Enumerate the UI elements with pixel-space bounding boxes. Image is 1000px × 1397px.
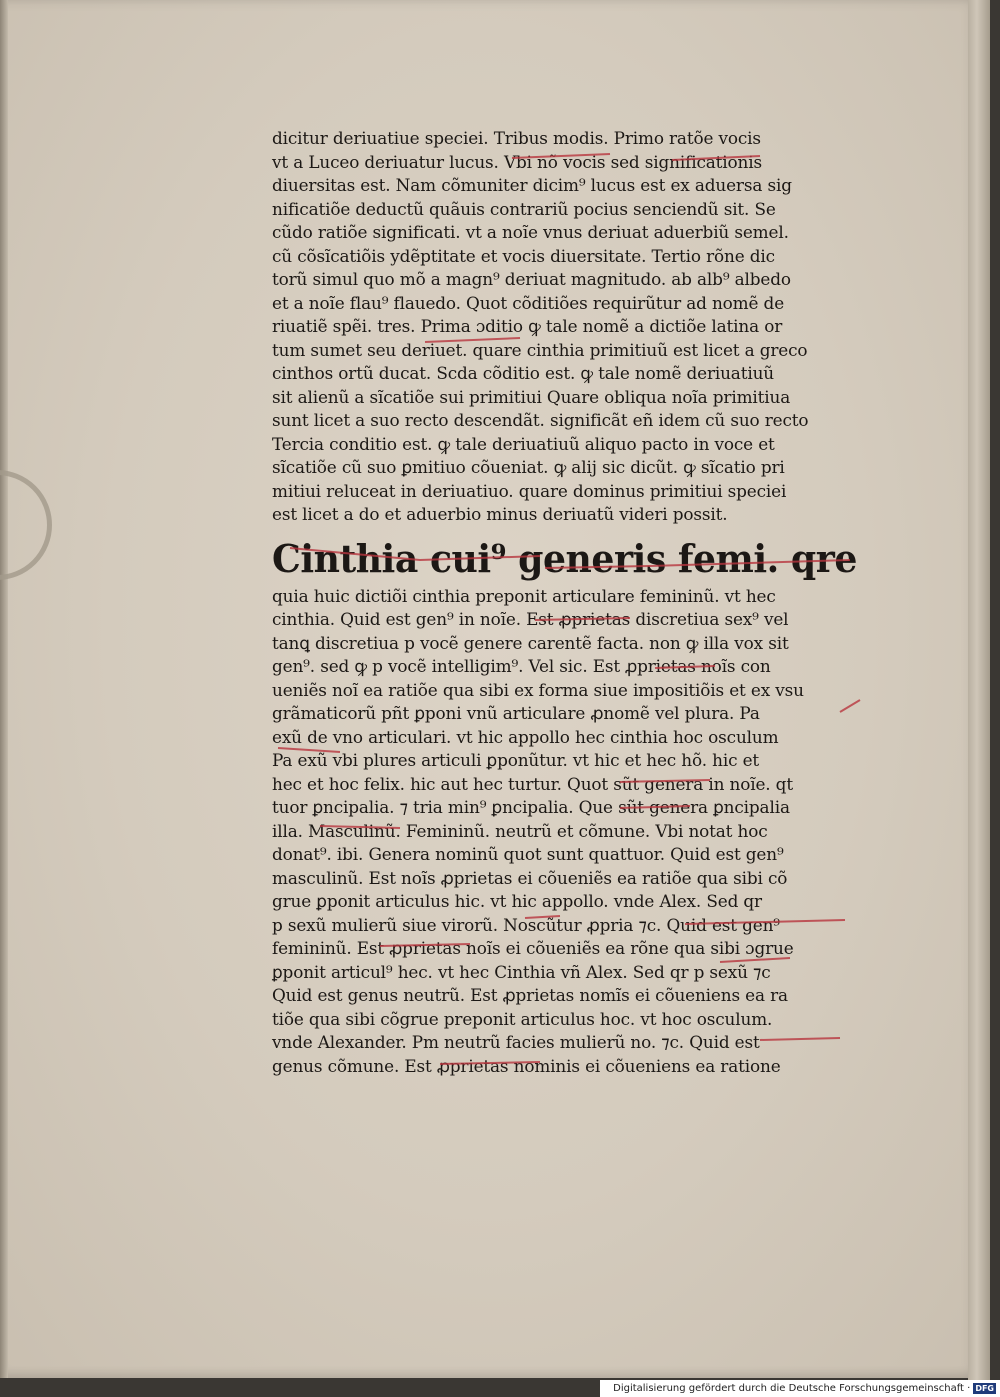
text-line: exũ de vno articulari. vt hic appollo hec cinthia hoc osculum — [272, 727, 779, 748]
text-line: sunt licet a suo recto descendãt. significãt eñ idem cũ suo recto — [272, 411, 809, 431]
text-line: hec et hoc felix. hic aut hec turtur. Quot sũt genera in noĩe. qt — [272, 774, 793, 795]
dfg-logo: DFG — [975, 1383, 994, 1393]
text-line: vnde Alexander. Pm neutrũ facies mulierũ no. ⁊c. Quid est — [272, 1033, 760, 1053]
text-line: p sexũ mulierũ siue virorũ. Noscũtur ꝓpria ⁊c. Quid est gen⁹ — [272, 915, 780, 936]
text-line: mitiui reluceat in deriuatiuo. quare dominus primitiui speciei — [272, 481, 787, 502]
text-line: tanꝗ discretiua p vocẽ genere carentẽ facta. non ꝙ illa vox sit — [272, 633, 789, 654]
text-section-after-heading — [272, 586, 862, 1080]
text-line: riuatiẽ spẽi. tres. Prima ɔditio ꝙ tale nomẽ a dictiõe latina or — [272, 317, 783, 337]
text-line: nificatiõe deductũ quãuis contrariũ pocius senciendũ sit. Se — [272, 199, 776, 220]
text-line: sit alienũ a sĩcatiõe sui primitiui Quare obliqua noĩa primitiua — [272, 387, 791, 408]
text-line: cũdo ratiõe significati. vt a noĩe vnus deriuat aduerbiũ semel. — [272, 223, 789, 243]
credit-text: Digitalisierung gefördert durch die Deutsche Forschungsgemeinschaft · — [613, 1383, 971, 1394]
text-line: genus cõmune. Est ꝓprietas nominis ei cõueniens ea ratione — [272, 1056, 781, 1077]
text-line: diuersitas est. Nam cõmuniter dicim⁹ lucus est ex aduersa sig — [272, 176, 792, 196]
text-line: cinthos ortũ ducat. Scda cõditio est. ꝙ tale nomẽ deriuatiuũ — [272, 364, 774, 384]
text-line: torũ simul quo mõ a magn⁹ deriuat magnitudo. ab alb⁹ albedo — [272, 270, 791, 290]
text-line: donat⁹. ibi. Genera nominũ quot sunt quattuor. Quid est gen⁹ — [272, 845, 784, 865]
text-line: cũ cõsĩcatiõis ydẽptitate et vocis diuersitate. Tertio rõne dic — [272, 246, 775, 267]
text-line: grãmaticorũ pñt ꝑponi vnũ articulare ꝓnomẽ vel plura. Pa — [272, 704, 760, 724]
text-line: gen⁹. sed ꝙ p vocẽ intelligim⁹. Vel sic. Est ꝓprietas noĩs con — [272, 657, 771, 677]
text-line: et a noĩe flau⁹ flauedo. Quot cõditiões requirũtur ad nomẽ de — [272, 293, 785, 314]
text-line: grue ꝑponit articulus hic. vt hic appollo. vnde Alex. Sed qr — [272, 892, 762, 912]
text-line: cinthia. Quid est gen⁹ in noĩe. Est ꝓprietas discretiua sex⁹ vel — [272, 610, 789, 630]
text-line: femininũ. Est ꝓprietas noĩs ei cõueniẽs ea rõne qua sibi ɔgrue — [272, 939, 794, 959]
text-line: sĩcatiõe cũ suo ꝑmitiuo cõueniat. ꝙ alij sic dicũt. ꝙ sĩcatio pri — [272, 458, 785, 478]
page-edge — [968, 0, 990, 1382]
text-line: quia huic dictiõi cinthia preponit articulare femininũ. vt hec — [272, 586, 776, 607]
section-heading: Cinthia cui⁹ generis femi. qre — [272, 535, 857, 581]
text-line: Pa exũ vbi plures articuli ꝑponũtur. vt hic et hec hõ. hic et — [272, 751, 760, 771]
text-line: masculinũ. Est noĩs ꝓprietas ei cõueniẽs ea ratiõe qua sibi cõ — [272, 868, 788, 889]
text-line: tiõe qua sibi cõgrue preponit articulus hoc. vt hoc osculum. — [272, 1009, 773, 1030]
digitization-credit-bar — [600, 1380, 1000, 1397]
printed-text-block — [272, 128, 862, 1079]
text-line: ueniẽs noĩ ea ratiõe qua sibi ex forma siue impositiõis et ex vsu — [272, 680, 804, 701]
text-line: vt a Luceo deriuatur lucus. Vbi nõ vocis sed significationis — [272, 152, 762, 173]
text-line: tuor ꝑncipalia. ⁊ tria min⁹ ꝑncipalia. Que sũt genera ꝑncipalia — [272, 798, 790, 818]
text-line: dicitur deriuatiue speciei. Tribus modis. Primo ratõe vocis — [272, 129, 761, 149]
text-line: tum sumet seu deriuet. quare cinthia primitiuũ est licet a greco — [272, 340, 808, 361]
text-line: Quid est genus neutrũ. Est ꝓprietas nomĩs ei cõueniens ea ra — [272, 986, 788, 1006]
text-section-before-heading — [272, 128, 862, 528]
text-line: illa. Masculinũ. Femininũ. neutrũ et cõmune. Vbi notat hoc — [272, 821, 768, 842]
text-line: est licet a do et aduerbio minus deriuatũ videri possit. — [272, 505, 728, 525]
text-line: Tercia conditio est. ꝙ tale deriuatiuũ aliquo pacto in voce et — [272, 434, 775, 455]
text-line: ꝑponit articul⁹ hec. vt hec Cinthia vñ Alex. Sed qr p sexũ ⁊c — [272, 962, 771, 983]
binding-shadow — [0, 0, 8, 1378]
